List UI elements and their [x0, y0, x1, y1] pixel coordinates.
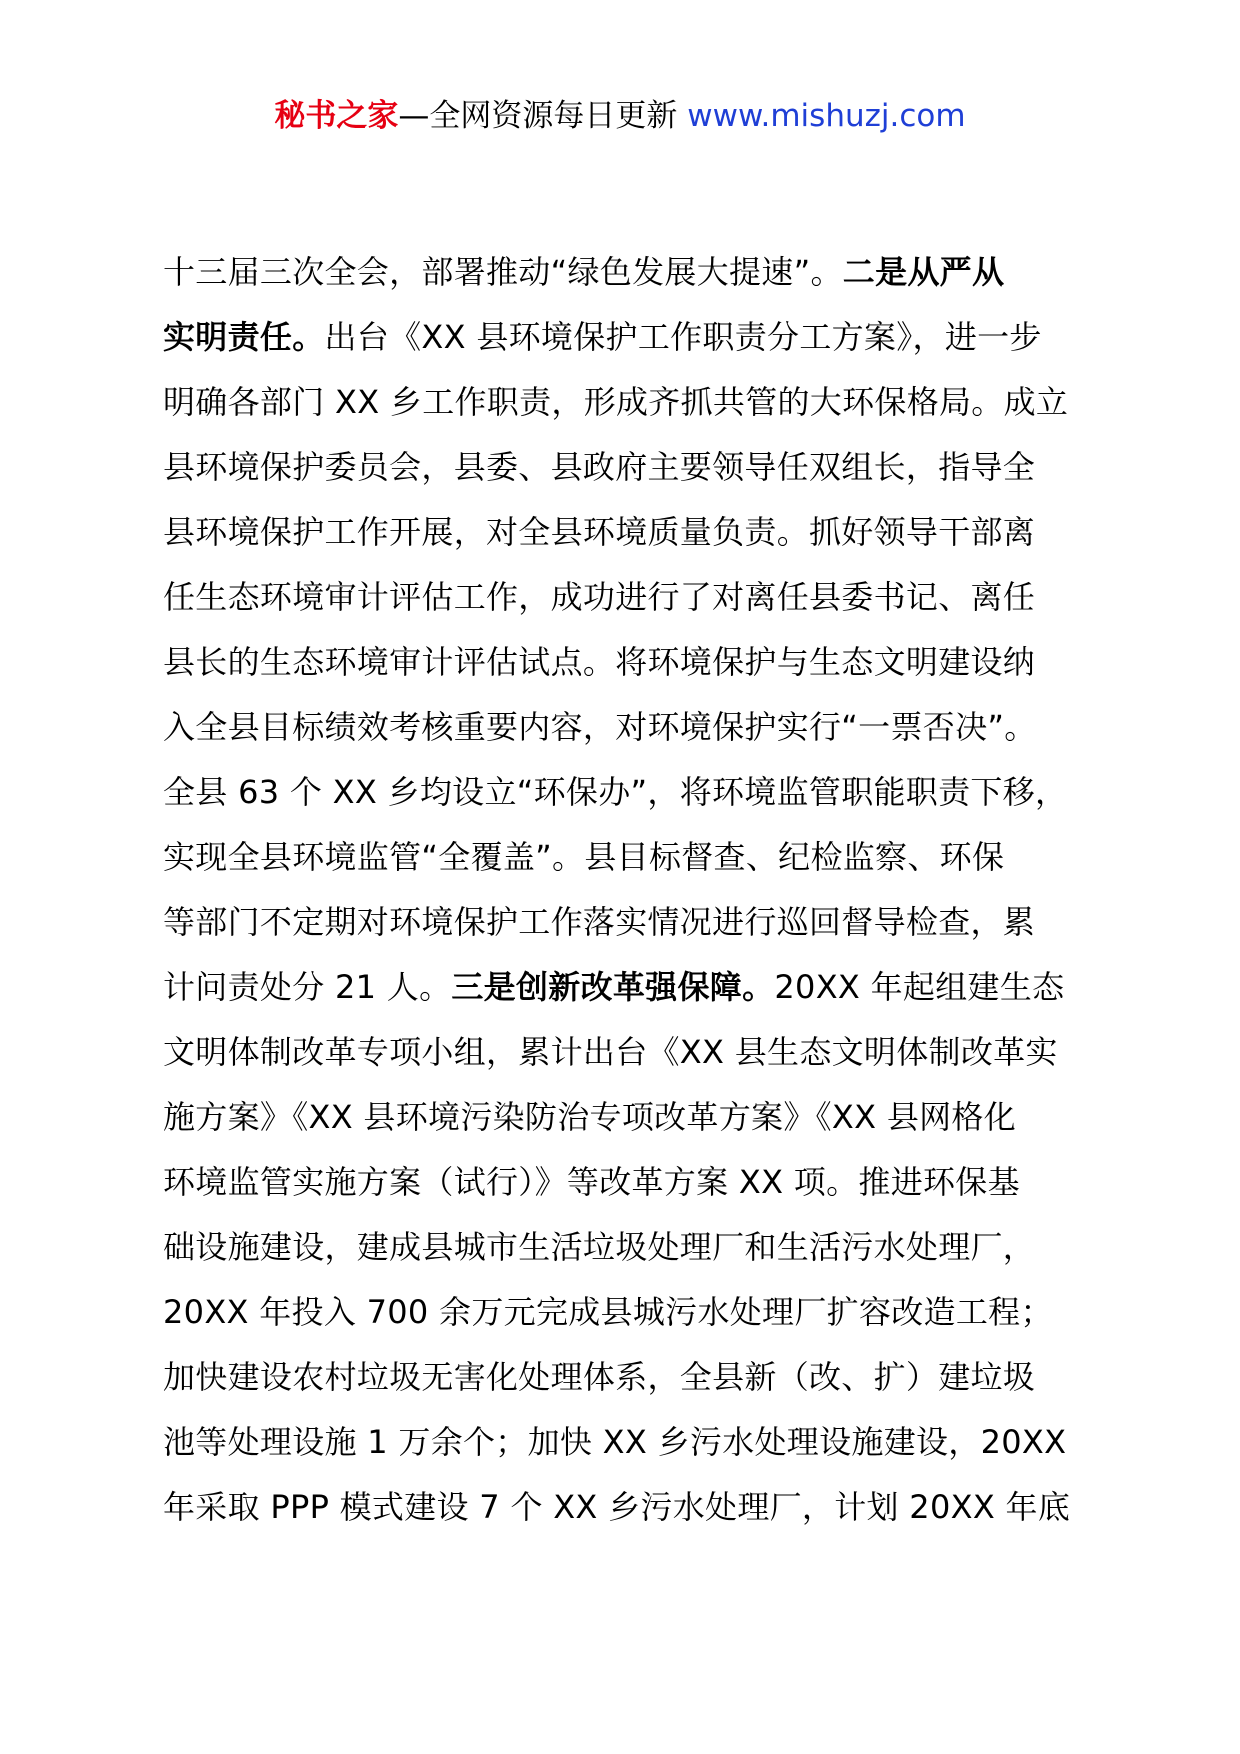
- text-line: 池等处理设施 1 万余个；加快 XX 乡污水处理设施建设，20XX: [163, 1423, 1067, 1461]
- text-line: 明确各部门 XX 乡工作职责，形成齐抓共管的大环保格局。成立: [163, 383, 1069, 421]
- text-line: 础设施建设，建成县城市生活垃圾处理厂和生活污水处理厂，: [163, 1228, 1036, 1266]
- text-line: 任生态环境审计评估工作，成功进行了对离任县委书记、离任: [163, 578, 1036, 616]
- text-line: 实明责任。出台《XX 县环境保护工作职责分工方案》，进一步: [163, 318, 1042, 356]
- text-line: 县长的生态环境审计评估试点。将环境保护与生态文明建设纳: [163, 643, 1036, 681]
- bold-heading: 二是从严从: [842, 253, 1005, 291]
- text-line: 年采取 PPP 模式建设 7 个 XX 乡污水处理厂，计划 20XX 年底: [163, 1488, 1071, 1526]
- text-line: 等部门不定期对环境保护工作落实情况进行巡回督导检查，累: [163, 903, 1036, 941]
- text-line: 实现全县环境监管“全覆盖”。县目标督查、纪检监察、环保: [163, 838, 1005, 876]
- text-line: 20XX 年投入 700 余万元完成县城污水处理厂扩容改造工程；: [163, 1293, 1053, 1331]
- document-body: [163, 240, 1083, 1540]
- brand-name: 秘书之家: [274, 98, 399, 134]
- text-line: 全县 63 个 XX 乡均设立“环保办”，将环境监管职能职责下移，: [163, 773, 1068, 811]
- text-line: 施方案》《XX 县环境污染防治专项改革方案》《XX 县网格化: [163, 1098, 1017, 1136]
- bold-heading: 实明责任。: [163, 318, 325, 356]
- text-line: 文明体制改革专项小组，累计出台《XX 县生态文明体制改革实: [163, 1033, 1058, 1071]
- bold-heading: 三是创新改革强保障。: [451, 968, 775, 1006]
- text-line: 县环境保护委员会，县委、县政府主要领导任双组长，指导全: [163, 448, 1036, 486]
- page-header: [0, 96, 1240, 136]
- site-url-link[interactable]: www.mishuzj.com: [687, 98, 966, 134]
- text-line: 加快建设农村垃圾无害化处理体系，全县新（改、扩）建垃圾: [163, 1358, 1036, 1396]
- text-line: 入全县目标绩效考核重要内容，对环境保护实行“一票否决”。: [163, 708, 1037, 746]
- text-line: 环境监管实施方案（试行）》等改革方案 XX 项。推进环保基: [163, 1163, 1020, 1201]
- text-line: 十三届三次全会，部署推动“绿色发展大提速”。二是从严从: [163, 253, 1005, 291]
- text-line: 计问责处分 21 人。三是创新改革强保障。20XX 年起组建生态: [163, 968, 1065, 1006]
- text-line: 县环境保护工作开展，对全县环境质量负责。抓好领导干部离: [163, 513, 1036, 551]
- header-tagline: —全网资源每日更新: [398, 98, 688, 134]
